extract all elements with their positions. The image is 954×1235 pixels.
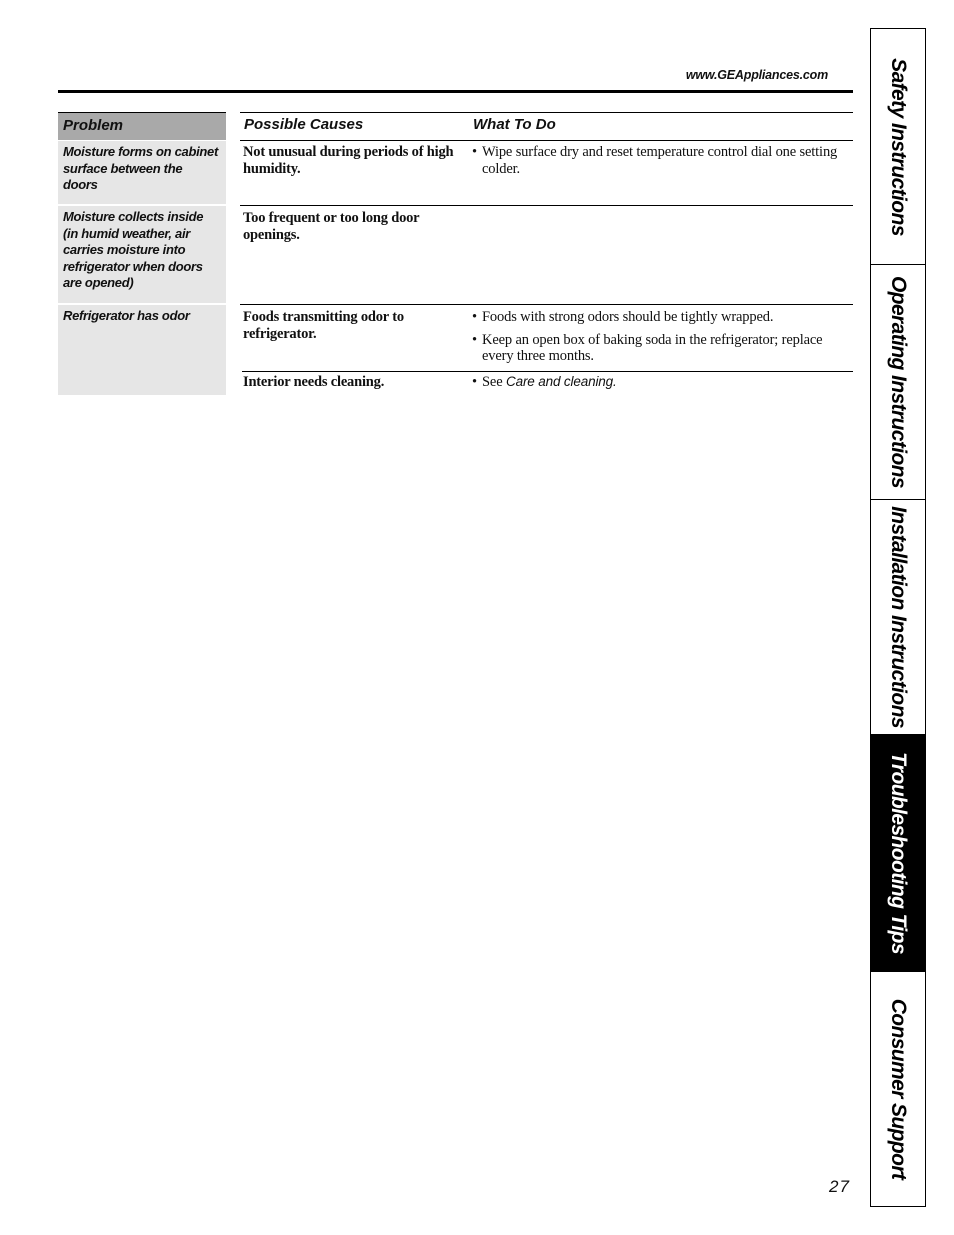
bullet-icon: • bbox=[472, 309, 477, 325]
column-header-todo: What To Do bbox=[473, 116, 556, 133]
todo-item: • Wipe surface dry and reset temperature control dial one setting colder. bbox=[472, 144, 838, 177]
problem-cell: Refrigerator has odor bbox=[58, 305, 226, 395]
todo-item: • See Care and cleaning. bbox=[472, 374, 617, 390]
tab-consumer-support[interactable] bbox=[871, 972, 925, 1206]
todo-list bbox=[472, 309, 842, 370]
todo-list bbox=[472, 374, 842, 396]
cause-cell: Interior needs cleaning. bbox=[243, 374, 385, 390]
column-header-problem: Problem bbox=[58, 112, 226, 140]
tab-installation-instructions[interactable] bbox=[871, 500, 925, 735]
website-url[interactable]: www.GEAppliances.com bbox=[685, 68, 828, 82]
cause-cell: Not unusual during periods of high humidity. bbox=[243, 144, 454, 177]
tab-safety-instructions[interactable] bbox=[871, 29, 925, 265]
tab-label: Safety Instructions bbox=[887, 57, 910, 236]
row-divider bbox=[240, 205, 853, 206]
problem-cell: Moisture forms on cabinet surface between the doors bbox=[58, 141, 226, 204]
row-divider bbox=[58, 204, 226, 205]
todo-item: • Foods with strong odors should be tightly wrapped. bbox=[472, 309, 774, 325]
todo-item: • Keep an open box of baking soda in the refrigerator; replace every three months. bbox=[472, 331, 823, 364]
section-tabs bbox=[870, 28, 926, 1207]
tab-label: Consumer Support bbox=[887, 998, 910, 1180]
row-divider bbox=[240, 304, 853, 305]
cause-cell: Foods transmitting odor to refrigerator. bbox=[243, 309, 404, 342]
tab-label: Troubleshooting Tips bbox=[887, 752, 910, 954]
tab-troubleshooting-tips[interactable] bbox=[871, 735, 925, 972]
tab-label: Operating Instructions bbox=[887, 276, 910, 488]
todo-list bbox=[472, 144, 842, 182]
tab-operating-instructions[interactable] bbox=[871, 265, 925, 500]
tab-label: Installation Instructions bbox=[887, 506, 910, 728]
bullet-icon: • bbox=[472, 144, 477, 160]
sub-row-divider bbox=[242, 371, 853, 372]
cause-cell: Too frequent or too long door openings. bbox=[243, 210, 420, 243]
top-rule bbox=[58, 90, 853, 93]
problem-cell: Moisture collects inside (in humid weather, air carries moisture into refrigerator when doors are opened) bbox=[58, 206, 226, 303]
page-number: 27 bbox=[829, 1177, 850, 1196]
column-header-causes: Possible Causes bbox=[244, 116, 364, 133]
bullet-icon: • bbox=[472, 331, 477, 348]
row-divider bbox=[58, 303, 226, 304]
care-and-cleaning-link[interactable]: Care and cleaning. bbox=[505, 374, 617, 389]
bullet-icon: • bbox=[472, 374, 477, 390]
